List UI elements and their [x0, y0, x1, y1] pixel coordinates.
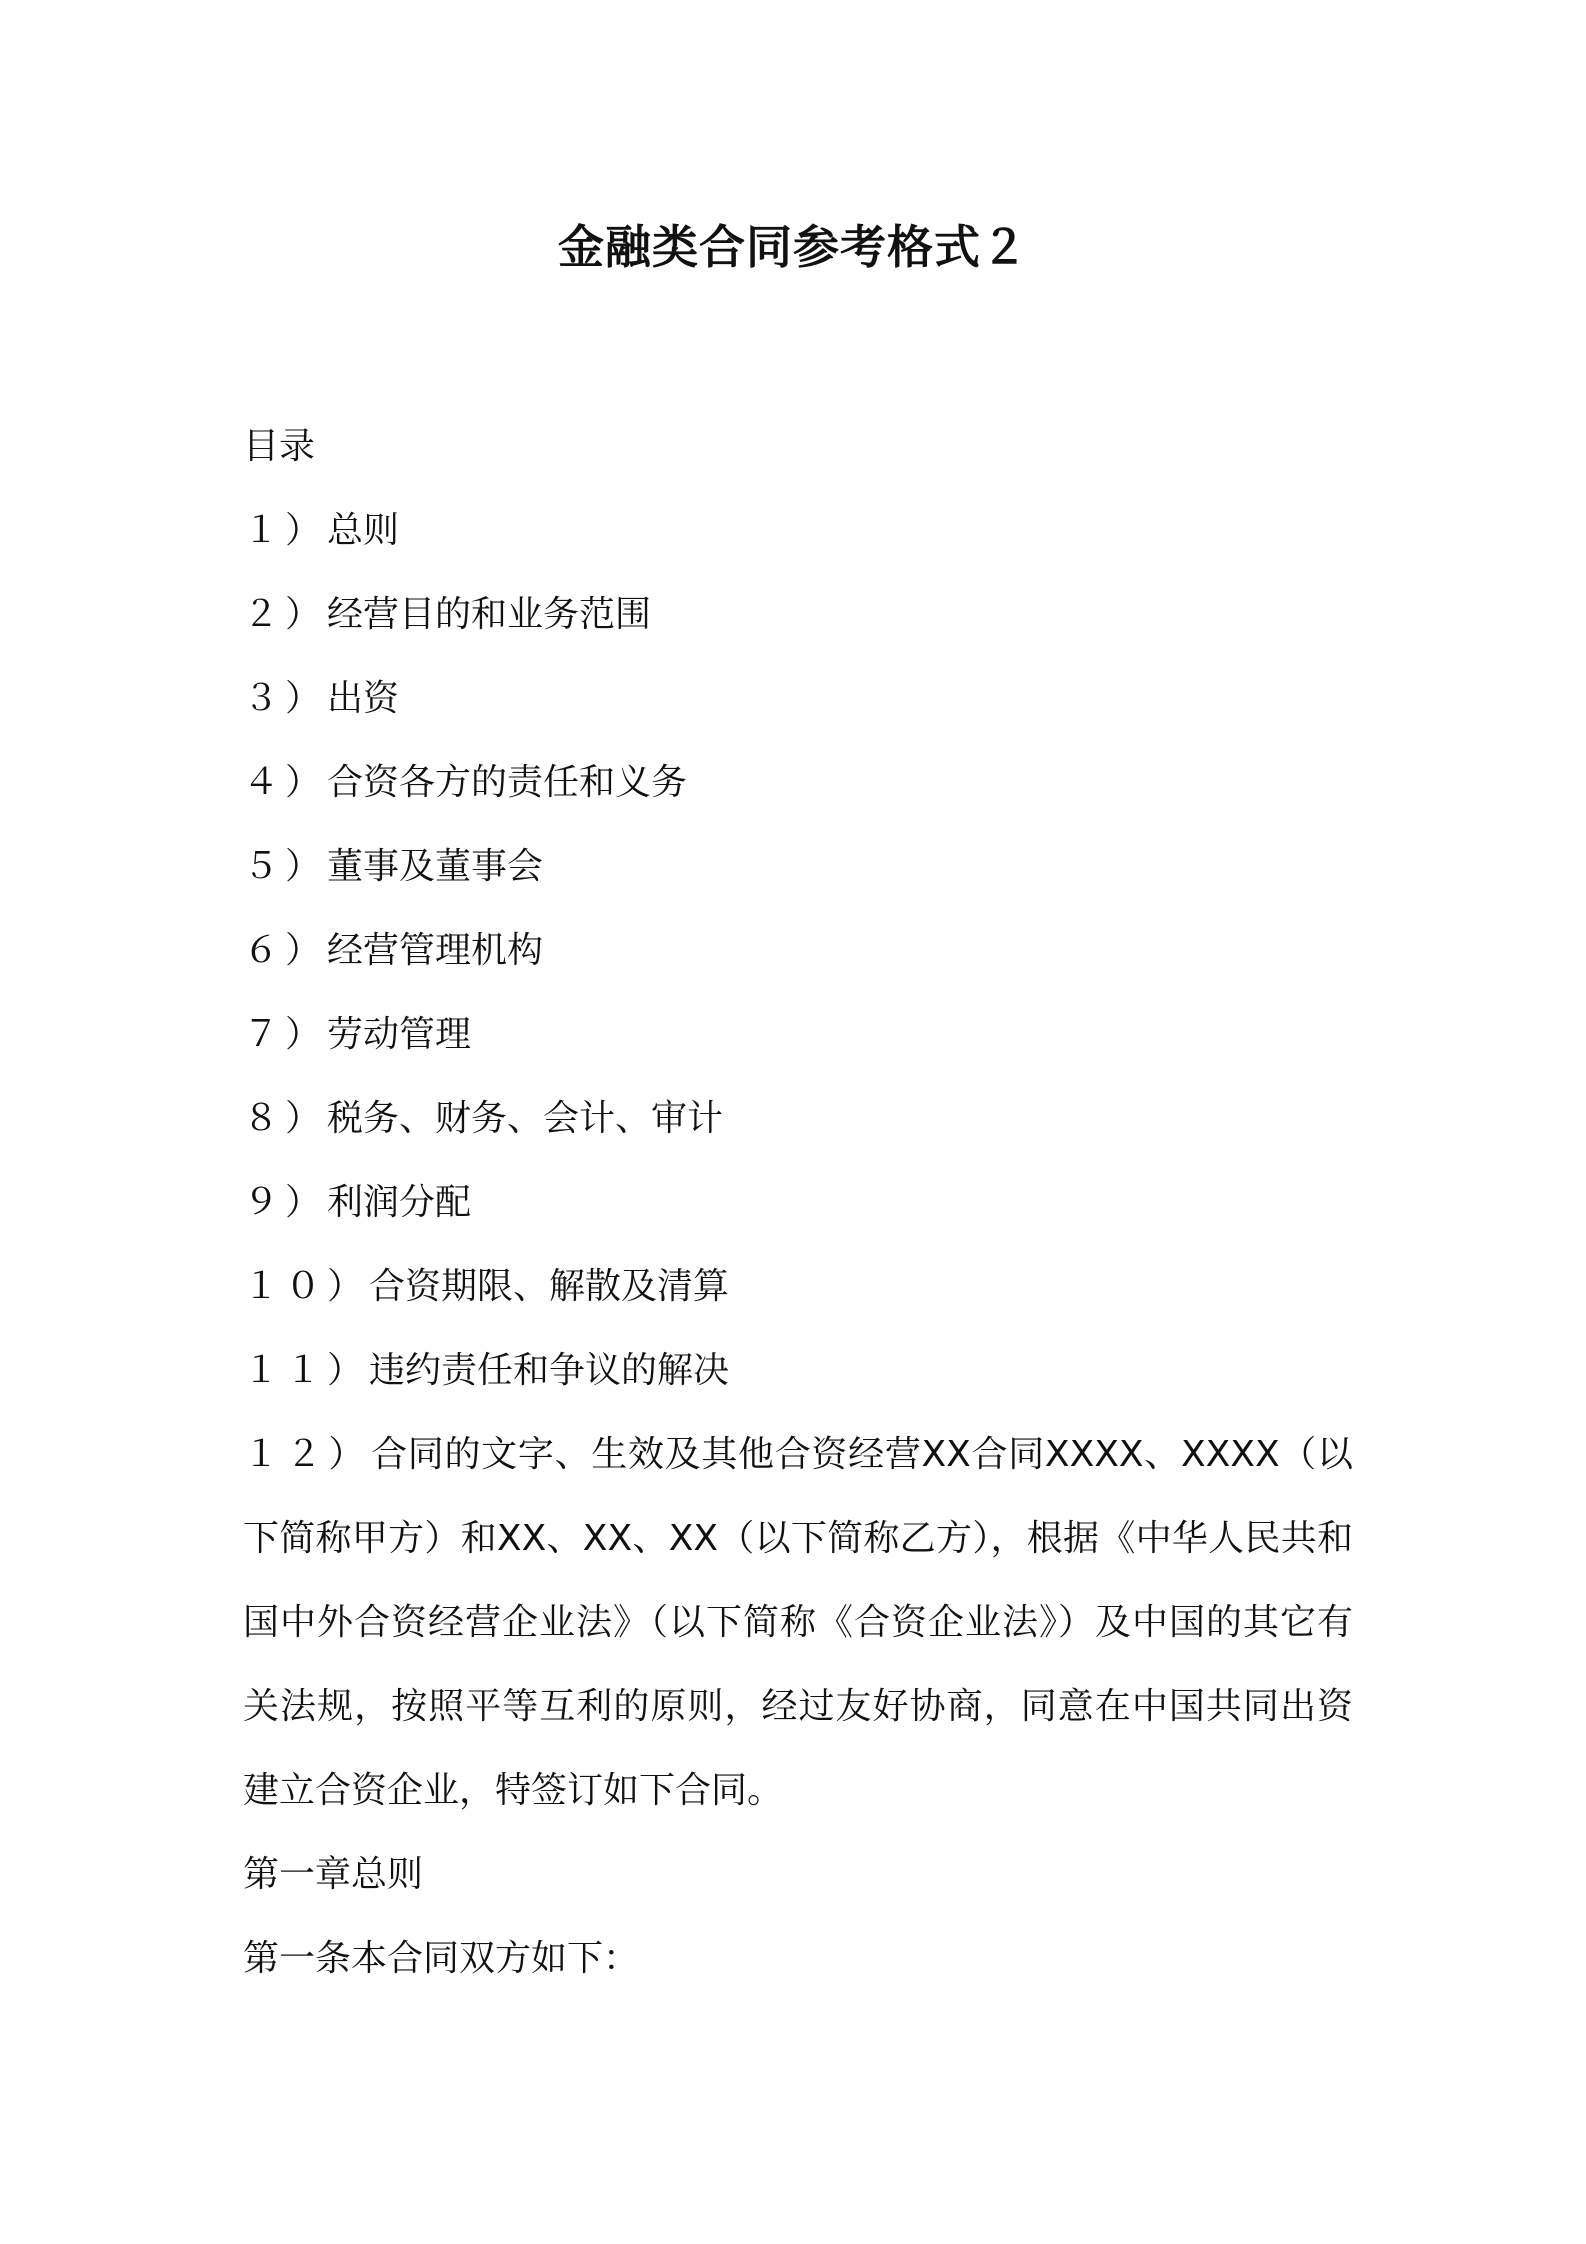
toc-item-12-paragraph: [243, 1413, 1353, 1833]
document-body: [243, 405, 1353, 2001]
toc-item-number: １）: [243, 510, 328, 551]
toc-item-number: ７）: [243, 1014, 328, 1055]
toc-item-text: 劳动管理: [327, 1014, 472, 1055]
contract-preamble-text: 合同的文字、生效及其他合资经营XX合同XXXX、XXXX（以下简称甲方）和XX、XX、XX（以下简称乙方），根据《中华人民共和国中外合资经营企业法》（以下简称《合资企业法》）及中国的其它有关法规，按照平等互利的原则，经过友好协商，同意在中国共同出资建立合资企业，特签订如下合同。: [243, 1434, 1353, 1811]
toc-item-number: ２）: [243, 594, 328, 635]
toc-item: [243, 909, 1353, 993]
toc-item-number: ９）: [243, 1182, 328, 1223]
toc-item-text: 董事及董事会: [327, 846, 544, 887]
article-heading: 第一条本合同双方如下：: [243, 1938, 640, 1979]
toc-item-text: 合资各方的责任和义务: [327, 762, 688, 803]
toc-item-text: 利润分配: [327, 1182, 472, 1223]
toc-item: [243, 741, 1353, 825]
toc-item: [243, 657, 1353, 741]
toc-item: [243, 825, 1353, 909]
toc-item: [243, 1077, 1353, 1161]
toc-item-number: １０）: [243, 1266, 370, 1307]
chapter-heading: 第一章总则: [243, 1854, 424, 1895]
toc-item-number: ３）: [243, 678, 328, 719]
toc-item: [243, 489, 1353, 573]
toc-item-text: 总则: [327, 510, 400, 551]
toc-heading: 目录: [243, 426, 316, 467]
toc-item-text: 出资: [327, 678, 400, 719]
toc-item: [243, 1329, 1353, 1413]
toc-item-number: ６）: [243, 930, 328, 971]
toc-item-text: 经营管理机构: [327, 930, 544, 971]
toc-item-number: １１）: [243, 1350, 370, 1391]
toc-item: [243, 1161, 1353, 1245]
toc-item-number: １２）: [243, 1434, 372, 1475]
toc-item: [243, 573, 1353, 657]
toc-item-number: ４）: [243, 762, 328, 803]
toc-item: [243, 1245, 1353, 1329]
document-title: 金融类合同参考格式２: [558, 220, 1028, 274]
toc-item-text: 违约责任和争议的解决: [369, 1350, 730, 1391]
toc-item-number: ８）: [243, 1098, 328, 1139]
toc-item-text: 税务、财务、会计、审计: [327, 1098, 724, 1139]
toc-item: [243, 993, 1353, 1077]
toc-item-text: 合资期限、解散及清算: [369, 1266, 730, 1307]
toc-item-text: 经营目的和业务范围: [327, 594, 652, 635]
toc-item-number: ５）: [243, 846, 328, 887]
